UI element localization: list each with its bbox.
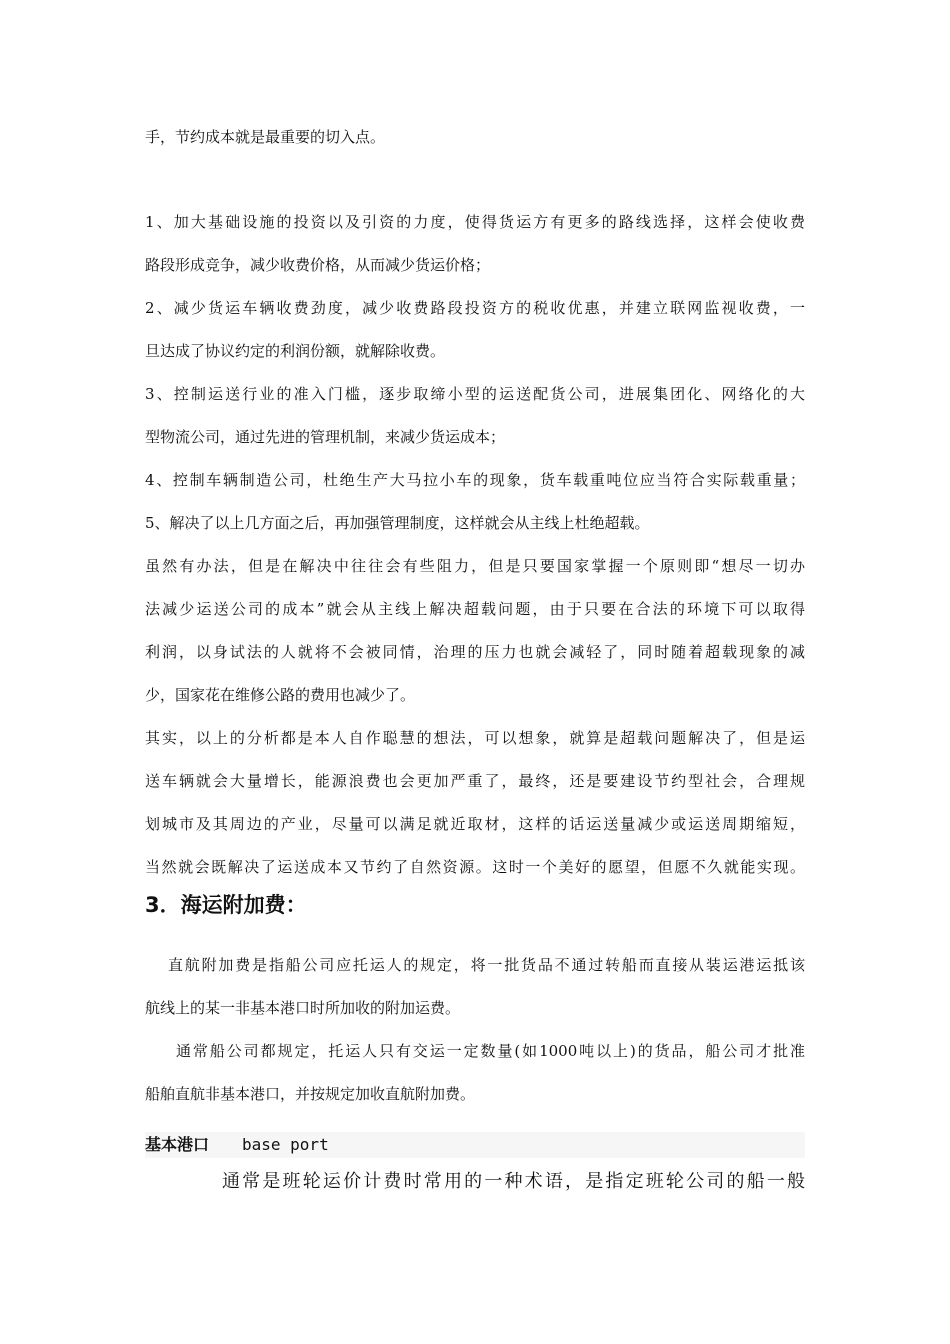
paragraph-line: 船舶直航非基本港口，并按规定加收直航附加费。 [145,1085,476,1103]
term-chinese: 基本港口 [145,1135,210,1154]
paragraph-line: 送车辆就会大量增长，能源浪费也会更加严重了，最终，还是要建设节约型社会，合理规 [145,772,805,790]
paragraph-line: 其实，以上的分析都是本人自作聪慧的想法，可以想象，就算是超载问题解决了，但是运 [145,729,805,747]
term-english: base port [242,1135,329,1154]
list-item-line: 旦达成了协议约定的利润份额，就解除收费。 [145,342,446,360]
list-item-line: 5、解决了以上几方面之后，再加强管理制度，这样就会从主线上杜绝超载。 [145,514,650,532]
list-item-line: 1、加大基础设施的投资以及引资的力度，使得货运方有更多的路线选择，这样会使收费 [145,213,805,231]
list-item-line: 型物流公司，通过先进的管理机制，来减少货运成本； [145,428,506,446]
paragraph-line: 当然就会既解决了运送成本又节约了自然资源。这时一个美好的愿望，但愿不久就能实现。 [145,858,805,876]
paragraph-line: 虽然有办法，但是在解决中往往会有些阻力，但是只要国家掌握一个原则即“想尽一切办 [145,557,805,575]
section-heading: 3．海运附加费： [145,893,307,917]
list-item-line: 2、减少货运车辆收费劲度，减少收费路段投资方的税收优惠，并建立联网监视收费，一 [145,299,805,317]
term-definition-line: 通常是班轮运价计费时常用的一种术语，是指定班轮公司的船一般 [222,1171,805,1192]
list-item-line: 路段形成竞争，减少收费价格，从而减少货运价格； [145,256,491,274]
paragraph-line: 直航附加费是指船公司应托运人的规定，将一批货品不通过转船而直接从装运港运抵该 [168,956,805,974]
paragraph-line: 划城市及其周边的产业，尽量可以满足就近取材，这样的话运送量减少或运送周期缩短， [145,815,805,833]
paragraph-line: 法减少运送公司的成本”就会从主线上解决超载问题，由于只要在合法的环境下可以取得 [145,600,805,618]
paragraph-line: 手，节约成本就是最重要的切入点。 [145,128,386,146]
paragraph-line: 少，国家花在维修公路的费用也减少了。 [145,686,416,704]
list-item-line: 4、控制车辆制造公司，杜绝生产大马拉小车的现象，货车载重吨位应当符合实际载重量； [145,471,805,489]
list-item-line: 3、控制运送行业的准入门槛，逐步取缔小型的运送配货公司，进展集团化、网络化的大 [145,385,805,403]
paragraph-line: 航线上的某一非基本港口时所加收的附加运费。 [145,999,461,1017]
paragraph-line: 利润，以身试法的人就将不会被同情，治理的压力也就会减轻了，同时随着超载现象的减 [145,643,805,661]
paragraph-line: 通常船公司都规定，托运人只有交运一定数量(如1000吨以上)的货品，船公司才批准 [176,1042,805,1060]
